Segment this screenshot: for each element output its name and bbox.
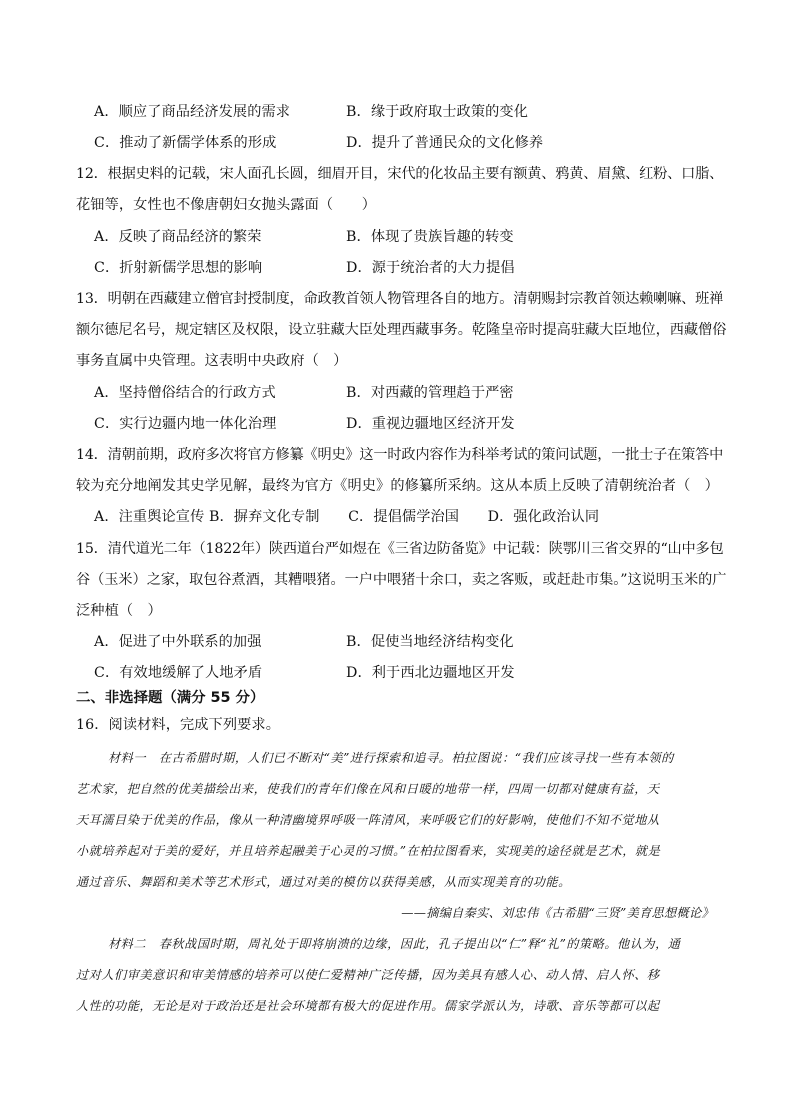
q13-stem-line-3: 事务直属中央管理。这表明中央政府（ ） — [76, 353, 348, 369]
q15-stem-line-2: 谷（玉米）之家，取包谷煮酒，其糟喂猪。一户中喂猪十余口，卖之客贩，或赶赴市集。”这说明玉米的广 — [76, 572, 727, 588]
q16-material2-line-2: 过对人们审美意识和审美情感的培养可以使仁爱精神广泛传播，因为美具有感人心、动人情、启人怀、移 — [76, 968, 660, 982]
q12-stem-line-1: 12．根据史料的记载，宋人面孔长圆，细眉开目，宋代的化妆品主要有额黄、鸦黄、眉黛、红粉、口脂、 — [76, 166, 724, 182]
q16-stem: 16．阅读材料，完成下列要求。 — [76, 717, 280, 733]
q15-stem-line-1: 15．清代道光二年（1822年）陕西道台严如煜在《三省边防备览》中记载：陕鄂川三省交界的“山中多包 — [76, 541, 724, 557]
q16-material1-line-3: 天耳濡目染于优美的作品，像从一种清幽境界呼吸一阵清风，来呼吸它们的好影响，使他们不知不觉地从 — [76, 813, 660, 827]
q15-option-a: A．促进了中外联系的加强 — [94, 634, 262, 650]
q12-option-b: B．体现了贵族旨趣的转变 — [346, 229, 514, 245]
q13-stem-line-1: 13．明朝在西藏建立僧官封授制度，命政教首领人物管理各自的地方。清朝赐封宗教首领达赖喇嘛、班禅 — [76, 291, 724, 307]
q11-option-c: C．推动了新儒学体系的形成 — [94, 135, 277, 151]
q12-option-d: D．源于统治者的大力提倡 — [346, 260, 515, 276]
q16-material2-line-1: 材料二 春秋战国时期，周礼处于即将崩溃的边缘，因此，孔子提出以“仁”释“礼”的策略。他认为，通 — [108, 937, 681, 951]
q16-material2-line-3: 人性的功能，无论是对于政治还是社会环境都有极大的促进作用。儒家学派认为，诗歌、音乐等都可以起 — [76, 999, 660, 1013]
q16-material1-line-4: 小就培养起对于美的爱好，并且培养起融美于心灵的习惯。”在柏拉图看来，实现美的途径就是艺术，就是 — [76, 844, 661, 858]
q12-option-a: A．反映了商品经济的繁荣 — [94, 229, 262, 245]
q13-option-d: D．重视边疆地区经济开发 — [346, 416, 515, 432]
q11-option-a: A．顺应了商品经济发展的需求 — [94, 104, 291, 120]
q13-stem-line-2: 额尔德尼名号，规定辖区及权限，设立驻藏大臣处理西藏事务。乾隆皇帝时提高驻藏大臣地位，西藏僧俗 — [76, 322, 727, 338]
q15-option-c: C．有效地缓解了人地矛盾 — [94, 665, 263, 681]
q14-stem-line-2: 较为充分地阐发其史学见解，最终为官方《明史》的修纂所采纳。这从本质上反映了清朝统治者（ ） — [76, 478, 719, 494]
q13-option-c: C．实行边疆内地一体化治理 — [94, 416, 277, 432]
q16-material1-line-5: 通过音乐、舞蹈和美术等艺术形式，通过对美的模仿以获得美感，从而实现美育的功能。 — [76, 875, 571, 889]
q13-option-a: A．坚持僧俗结合的行政方式 — [94, 385, 276, 401]
q13-option-b: B．对西藏的管理趋于严密 — [346, 385, 514, 401]
q16-material1-line-1: 材料一 在古希腊时期，人们已不断对“美”进行探索和追寻。柏拉图说：“我们应该寻找一些有本领的 — [108, 751, 674, 765]
q15-option-b: B．促使当地经济结构变化 — [346, 634, 514, 650]
q14-stem-line-1: 14．清朝前期，政府多次将官方修纂《明史》这一时政内容作为科举考试的策问试题，一批士子在策答中 — [76, 447, 724, 463]
q12-option-c: C．折射新儒学思想的影响 — [94, 260, 263, 276]
section-heading: 二、非选择题（满分 55 分） — [76, 690, 265, 706]
q12-stem-line-2: 花钿等，女性也不像唐朝妇女抛头露面（ ） — [76, 197, 377, 213]
q15-option-d: D．利于西北边疆地区开发 — [346, 665, 515, 681]
q16-material1-line-2: 艺术家，把自然的优美描绘出来，使我们的青年们像在风和日暖的地带一样，四周一切都对健康有益，天 — [76, 782, 660, 796]
q14-options: A．注重舆论宣传 B．摒弃文化专制 C．提倡儒学治国 D．强化政治认同 — [94, 509, 600, 525]
q15-stem-line-3: 泛种植（ ） — [76, 603, 162, 619]
q16-source1: ——摘编自秦实、刘忠伟《古希腊“三贤”美育思想概论》 — [401, 906, 714, 920]
q11-option-b: B．缘于政府取士政策的变化 — [346, 104, 528, 120]
q11-option-d: D．提升了普通民众的文化修养 — [346, 135, 544, 151]
